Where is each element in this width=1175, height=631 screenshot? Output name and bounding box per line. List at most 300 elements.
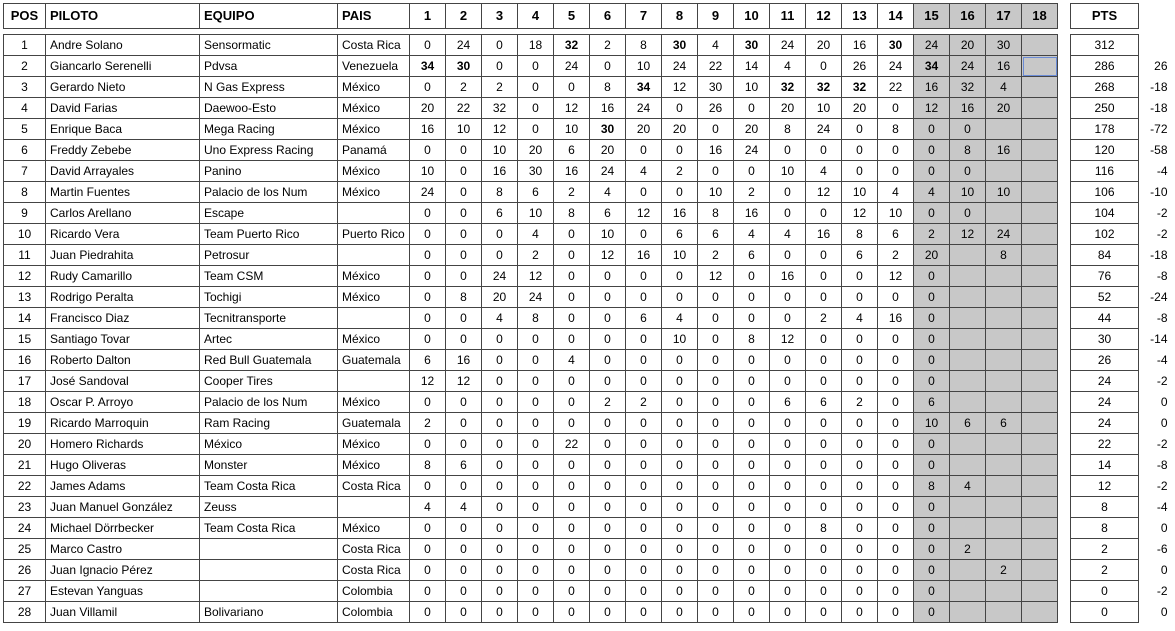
race-cell: 0 (734, 161, 770, 182)
diff-cell: -18 (1150, 248, 1168, 262)
race-cell (1022, 392, 1058, 413)
points-row (1071, 35, 1169, 56)
pos-cell: 28 (4, 602, 46, 623)
diff-cell (1139, 35, 1169, 56)
race-cell: 0 (518, 581, 554, 602)
pos-cell: 12 (4, 266, 46, 287)
race-cell: 0 (914, 329, 950, 350)
race-cell: 4 (770, 56, 806, 77)
equipo-cell: Escape (200, 203, 338, 224)
race-cell: 0 (590, 518, 626, 539)
piloto-cell: Carlos Arellano (46, 203, 200, 224)
race-cell: 0 (590, 287, 626, 308)
race-cell: 0 (482, 560, 518, 581)
race-cell: 30 (878, 35, 914, 56)
race-cell: 20 (950, 35, 986, 56)
race-cell: 0 (482, 476, 518, 497)
race-cell (1022, 560, 1058, 581)
race-cell (950, 371, 986, 392)
diff-cell: 0 (1160, 416, 1168, 430)
race-cell (1022, 245, 1058, 266)
race-cell: 0 (446, 518, 482, 539)
table-row (4, 266, 1058, 287)
equipo-cell (200, 581, 338, 602)
piloto-cell: Giancarlo Serenelli (46, 56, 200, 77)
race-cell: 34 (410, 56, 446, 77)
race-cell: 32 (950, 77, 986, 98)
race-cell: 0 (662, 455, 698, 476)
race-cell (986, 266, 1022, 287)
race-cell: 24 (770, 35, 806, 56)
race-cell: 0 (878, 581, 914, 602)
race-cell: 0 (878, 560, 914, 581)
race-cell: 0 (770, 371, 806, 392)
race-cell: 0 (482, 56, 518, 77)
race-cell (950, 518, 986, 539)
race-cell: 0 (410, 140, 446, 161)
diff-cell: -4 (1156, 353, 1168, 367)
pais-cell: Costa Rica (338, 560, 410, 581)
race-cell: 0 (842, 518, 878, 539)
points-row (1071, 329, 1169, 350)
pos-cell: 5 (4, 119, 46, 140)
race-cell: 0 (770, 539, 806, 560)
race-cell: 0 (446, 392, 482, 413)
race-cell: 0 (698, 371, 734, 392)
table-row (4, 287, 1058, 308)
header-race-12: 12 (806, 4, 842, 29)
race-cell: 0 (734, 350, 770, 371)
race-cell: 8 (734, 329, 770, 350)
race-cell: 0 (806, 434, 842, 455)
race-cell: 0 (842, 371, 878, 392)
diff-cell: -24 (1150, 290, 1168, 304)
piloto-cell: Homero Richards (46, 434, 200, 455)
race-cell: 0 (518, 350, 554, 371)
race-cell (986, 497, 1022, 518)
equipo-cell: Panino (200, 161, 338, 182)
race-cell: 0 (770, 455, 806, 476)
race-cell: 0 (446, 434, 482, 455)
race-cell: 16 (986, 56, 1022, 77)
race-cell: 16 (410, 119, 446, 140)
race-cell: 0 (878, 371, 914, 392)
pos-cell: 15 (4, 329, 46, 350)
diff-cell: -2 (1156, 437, 1168, 451)
race-cell: 0 (914, 434, 950, 455)
race-cell: 2 (446, 77, 482, 98)
race-cell: 0 (518, 77, 554, 98)
race-cell: 0 (554, 539, 590, 560)
piloto-cell: David Arrayales (46, 161, 200, 182)
equipo-cell: Ram Racing (200, 413, 338, 434)
points-row (1071, 602, 1169, 623)
race-cell: 0 (842, 413, 878, 434)
race-cell: 0 (590, 581, 626, 602)
table-row (4, 455, 1058, 476)
pts-cell: 24 (1071, 413, 1139, 434)
race-cell: 10 (662, 329, 698, 350)
race-cell: 0 (590, 371, 626, 392)
race-cell: 26 (842, 56, 878, 77)
header-race-3: 3 (482, 4, 518, 29)
race-cell: 24 (878, 56, 914, 77)
pais-cell: México (338, 329, 410, 350)
race-cell: 0 (410, 560, 446, 581)
race-cell: 24 (734, 140, 770, 161)
header-pais: PAIS (338, 4, 410, 29)
race-cell: 2 (518, 245, 554, 266)
diff-cell: -18 (1150, 101, 1168, 115)
equipo-cell: Mega Racing (200, 119, 338, 140)
race-cell: 8 (446, 287, 482, 308)
race-cell: 0 (554, 308, 590, 329)
race-cell: 0 (734, 434, 770, 455)
race-cell: 0 (554, 455, 590, 476)
race-cell: 0 (410, 476, 446, 497)
table-row (4, 392, 1058, 413)
pts-cell: 0 (1071, 602, 1139, 623)
pts-cell: 120 (1071, 140, 1139, 161)
points-row (1071, 308, 1169, 329)
race-cell: 2 (698, 245, 734, 266)
race-cell: 0 (590, 329, 626, 350)
race-cell (1022, 266, 1058, 287)
race-cell: 32 (554, 35, 590, 56)
race-cell: 12 (482, 119, 518, 140)
race-cell: 0 (662, 497, 698, 518)
race-cell: 0 (590, 434, 626, 455)
race-cell: 20 (590, 140, 626, 161)
race-cell: 0 (842, 350, 878, 371)
race-cell: 0 (518, 434, 554, 455)
race-cell: 0 (950, 119, 986, 140)
piloto-cell: José Sandoval (46, 371, 200, 392)
race-cell: 0 (482, 224, 518, 245)
race-cell: 12 (842, 203, 878, 224)
race-cell (950, 560, 986, 581)
race-cell: 8 (986, 245, 1022, 266)
race-cell: 0 (842, 581, 878, 602)
race-cell: 0 (842, 455, 878, 476)
header-pos: POS (4, 4, 46, 29)
equipo-cell: Palacio de los Num (200, 392, 338, 413)
points-row (1071, 350, 1169, 371)
race-cell: 0 (662, 266, 698, 287)
diff-cell: 0 (1160, 395, 1168, 409)
pais-cell: México (338, 455, 410, 476)
race-cell: 0 (734, 602, 770, 623)
pts-cell: 2 (1071, 560, 1139, 581)
race-cell (950, 434, 986, 455)
table-row (4, 497, 1058, 518)
race-cell: 0 (698, 119, 734, 140)
diff-cell: -8 (1156, 269, 1168, 283)
race-cell: 32 (806, 77, 842, 98)
race-cell: 0 (698, 329, 734, 350)
piloto-cell: Santiago Tovar (46, 329, 200, 350)
table-row (4, 308, 1058, 329)
table-row (4, 329, 1058, 350)
points-row (1071, 119, 1169, 140)
race-cell: 0 (410, 434, 446, 455)
race-cell: 12 (554, 98, 590, 119)
race-cell: 16 (878, 308, 914, 329)
race-cell: 10 (986, 182, 1022, 203)
race-cell: 24 (914, 35, 950, 56)
pts-cell: 44 (1071, 308, 1139, 329)
piloto-cell: Martin Fuentes (46, 182, 200, 203)
pais-cell: México (338, 77, 410, 98)
table-row (4, 539, 1058, 560)
diff-cell: -8 (1156, 458, 1168, 472)
diff-cell: 0 (1160, 605, 1168, 619)
table-row (4, 140, 1058, 161)
pos-cell: 22 (4, 476, 46, 497)
pos-cell: 23 (4, 497, 46, 518)
race-cell: 20 (806, 35, 842, 56)
race-cell: 0 (806, 476, 842, 497)
race-cell: 0 (914, 581, 950, 602)
race-cell (950, 266, 986, 287)
race-cell (1022, 371, 1058, 392)
equipo-cell (200, 539, 338, 560)
race-cell: 12 (590, 245, 626, 266)
race-cell: 24 (806, 119, 842, 140)
race-cell: 0 (626, 413, 662, 434)
table-row (4, 77, 1058, 98)
race-cell: 14 (734, 56, 770, 77)
race-cell (1022, 119, 1058, 140)
race-cell (986, 329, 1022, 350)
pais-cell: Costa Rica (338, 539, 410, 560)
race-cell: 0 (806, 329, 842, 350)
points-row (1071, 518, 1169, 539)
race-cell: 0 (590, 413, 626, 434)
race-cell: 8 (950, 140, 986, 161)
pos-cell: 2 (4, 56, 46, 77)
race-cell: 0 (806, 140, 842, 161)
race-cell: 0 (770, 497, 806, 518)
race-cell: 4 (806, 161, 842, 182)
diff-cell: -2 (1156, 227, 1168, 241)
pais-cell (338, 245, 410, 266)
race-cell: 12 (662, 77, 698, 98)
race-cell: 20 (770, 98, 806, 119)
equipo-cell: Palacio de los Num (200, 182, 338, 203)
race-cell: 10 (590, 224, 626, 245)
piloto-cell: Hugo Oliveras (46, 455, 200, 476)
diff-cell: -8 (1156, 311, 1168, 325)
diff-cell: -4 (1156, 164, 1168, 178)
race-cell: 0 (842, 119, 878, 140)
race-cell (950, 581, 986, 602)
race-cell: 0 (878, 98, 914, 119)
header-race-2: 2 (446, 4, 482, 29)
race-cell: 0 (554, 497, 590, 518)
race-cell: 8 (842, 224, 878, 245)
race-cell: 0 (518, 476, 554, 497)
race-cell: 0 (410, 35, 446, 56)
race-cell: 0 (554, 371, 590, 392)
points-row (1071, 371, 1169, 392)
race-cell: 24 (554, 56, 590, 77)
race-cell: 0 (410, 245, 446, 266)
race-cell: 34 (626, 77, 662, 98)
race-cell: 0 (410, 224, 446, 245)
race-cell: 8 (698, 203, 734, 224)
race-cell: 0 (590, 455, 626, 476)
race-cell (1022, 455, 1058, 476)
race-cell: 32 (482, 98, 518, 119)
race-cell: 0 (662, 434, 698, 455)
race-cell (986, 308, 1022, 329)
race-cell: 0 (842, 266, 878, 287)
piloto-cell: Rodrigo Peralta (46, 287, 200, 308)
pts-cell: 8 (1071, 518, 1139, 539)
race-cell: 32 (770, 77, 806, 98)
pos-cell: 19 (4, 413, 46, 434)
race-cell: 0 (554, 245, 590, 266)
race-cell: 0 (662, 476, 698, 497)
points-row (1071, 392, 1169, 413)
race-cell: 0 (878, 434, 914, 455)
race-cell: 0 (482, 581, 518, 602)
race-cell: 0 (590, 266, 626, 287)
race-cell: 0 (914, 203, 950, 224)
race-cell: 0 (770, 413, 806, 434)
header-race-11: 11 (770, 4, 806, 29)
diff-cell: -2 (1156, 584, 1168, 598)
race-cell (1022, 539, 1058, 560)
table-row (4, 413, 1058, 434)
race-cell: 0 (950, 203, 986, 224)
race-cell: 0 (482, 602, 518, 623)
race-cell: 0 (806, 287, 842, 308)
piloto-cell: Andre Solano (46, 35, 200, 56)
equipo-cell: Monster (200, 455, 338, 476)
race-cell: 10 (482, 140, 518, 161)
race-cell: 0 (482, 413, 518, 434)
race-cell: 0 (878, 287, 914, 308)
race-cell: 4 (554, 350, 590, 371)
race-cell: 22 (878, 77, 914, 98)
race-cell (1022, 161, 1058, 182)
race-cell: 0 (518, 455, 554, 476)
race-cell: 0 (446, 161, 482, 182)
race-cell (950, 602, 986, 623)
race-cell: 30 (446, 56, 482, 77)
race-cell: 0 (698, 560, 734, 581)
piloto-cell: Estevan Yanguas (46, 581, 200, 602)
piloto-cell: Freddy Zebebe (46, 140, 200, 161)
pais-cell: Costa Rica (338, 35, 410, 56)
race-cell: 0 (446, 560, 482, 581)
race-cell: 0 (662, 518, 698, 539)
race-cell: 0 (842, 497, 878, 518)
pais-cell (338, 203, 410, 224)
piloto-cell: Francisco Diaz (46, 308, 200, 329)
race-cell: 0 (410, 602, 446, 623)
diff-cell: 26 (1154, 59, 1168, 73)
race-cell: 0 (410, 539, 446, 560)
race-cell: 0 (410, 308, 446, 329)
piloto-cell: Ricardo Marroquin (46, 413, 200, 434)
race-cell: 0 (770, 308, 806, 329)
pos-cell: 14 (4, 308, 46, 329)
race-cell: 0 (842, 560, 878, 581)
race-cell: 0 (878, 392, 914, 413)
race-cell: 0 (770, 602, 806, 623)
pos-cell: 9 (4, 203, 46, 224)
race-cell: 20 (410, 98, 446, 119)
race-cell: 4 (698, 35, 734, 56)
pos-cell: 26 (4, 560, 46, 581)
diff-cell: -2 (1156, 479, 1168, 493)
race-cell: 8 (626, 35, 662, 56)
table-row (4, 476, 1058, 497)
race-cell: 24 (446, 35, 482, 56)
header-race-15: 15 (914, 4, 950, 29)
header-row (4, 4, 1058, 29)
race-cell: 0 (626, 434, 662, 455)
piloto-cell: Gerardo Nieto (46, 77, 200, 98)
race-cell: 2 (986, 560, 1022, 581)
race-cell: 0 (698, 476, 734, 497)
race-cell: 0 (842, 539, 878, 560)
race-cell: 6 (590, 203, 626, 224)
race-cell: 2 (806, 308, 842, 329)
race-cell: 0 (662, 287, 698, 308)
pos-cell: 13 (4, 287, 46, 308)
race-cell: 0 (626, 182, 662, 203)
race-cell: 0 (590, 56, 626, 77)
race-cell: 20 (986, 98, 1022, 119)
race-cell: 0 (554, 518, 590, 539)
race-cell (1022, 77, 1058, 98)
race-cell (986, 581, 1022, 602)
race-cell: 0 (446, 140, 482, 161)
race-cell (986, 434, 1022, 455)
race-cell: 0 (626, 371, 662, 392)
race-cell: 0 (626, 455, 662, 476)
pais-cell: México (338, 98, 410, 119)
race-cell: 6 (914, 392, 950, 413)
race-cell: 8 (806, 518, 842, 539)
race-cell: 0 (590, 539, 626, 560)
points-row (1071, 98, 1169, 119)
race-cell: 30 (590, 119, 626, 140)
table-row (4, 35, 1058, 56)
race-cell: 6 (770, 392, 806, 413)
race-cell: 0 (914, 455, 950, 476)
race-cell: 16 (986, 140, 1022, 161)
race-cell (1022, 182, 1058, 203)
points-row (1071, 413, 1169, 434)
race-cell: 0 (518, 518, 554, 539)
race-cell (986, 161, 1022, 182)
pos-cell: 3 (4, 77, 46, 98)
equipo-cell (200, 560, 338, 581)
diff-cell: -18 (1150, 80, 1168, 94)
header-race-5: 5 (554, 4, 590, 29)
pos-cell: 4 (4, 98, 46, 119)
race-cell: 0 (662, 581, 698, 602)
race-cell: 4 (770, 224, 806, 245)
race-cell: 6 (734, 245, 770, 266)
piloto-cell: Roberto Dalton (46, 350, 200, 371)
race-cell: 0 (698, 497, 734, 518)
